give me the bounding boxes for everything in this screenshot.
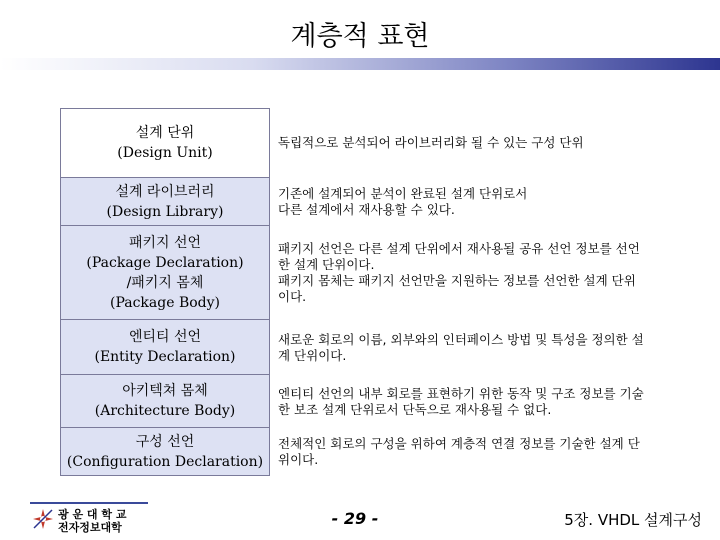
term-cell xyxy=(60,226,270,320)
description-cell xyxy=(270,226,700,320)
table-row xyxy=(60,428,700,476)
description-line: 한 설계 단위이다. xyxy=(278,257,375,272)
description-line: 전체적인 회로의 구성을 위하여 계층적 연결 정보를 기술한 설계 단 xyxy=(278,436,640,451)
description-cell xyxy=(270,375,700,428)
logo-text-line2: 전자정보대학 xyxy=(58,521,122,534)
design-unit-table xyxy=(60,108,700,476)
term-korean: 아키텍쳐 몸체 xyxy=(122,383,208,399)
term-english: (Architecture Body) xyxy=(94,403,236,419)
description-line: 패키지 몸체는 패키지 선언만을 지원하는 정보를 선언한 설계 단위 xyxy=(278,273,636,288)
description-line: 엔티티 선언의 내부 회로를 표현하기 위한 동작 및 구조 정보를 기술 xyxy=(278,385,644,401)
description-line: 한 보조 설계 단위로서 단독으로 재사용될 수 없다. xyxy=(278,401,552,417)
description-line: 새로운 회로의 이름, 외부와의 인터페이스 방법 및 특성을 정의한 설 xyxy=(278,331,644,347)
description-line: 독립적으로 분석되어 라이브러리화 될 수 있는 구성 단위 xyxy=(278,135,584,150)
university-logo xyxy=(30,502,150,536)
term-cell xyxy=(60,375,270,428)
slide-title: 계층적 표현 xyxy=(290,21,430,52)
term-cell xyxy=(60,108,270,178)
term-korean: 설계 라이브러리 xyxy=(115,183,215,200)
term-korean: 구성 선언 xyxy=(135,433,195,450)
description-cell xyxy=(270,320,700,375)
logo-text-line1: 광 운 대 학 교 xyxy=(58,508,127,521)
table-row xyxy=(60,226,700,320)
table-row xyxy=(60,178,700,226)
table-row xyxy=(60,108,700,178)
term-korean: 설계 단위 xyxy=(135,125,195,141)
description-line: 기존에 설계되어 분석이 완료된 설계 단위로서 xyxy=(278,186,528,201)
chapter-label: 5장. VHDL 설계구성 xyxy=(564,511,702,529)
university-logo-icon xyxy=(32,508,54,530)
description-cell xyxy=(270,108,700,178)
page-number: - 29 - xyxy=(331,509,379,528)
title-underline-bar xyxy=(0,58,720,70)
description-cell xyxy=(270,428,700,476)
term-korean: 엔티티 선언 xyxy=(128,329,202,345)
table-row xyxy=(60,320,700,375)
description-line: 이다. xyxy=(278,289,307,304)
description-line: 위이다. xyxy=(278,452,319,467)
term-cell xyxy=(60,178,270,226)
logo-text xyxy=(58,508,126,534)
term-korean: 패키지 선언 xyxy=(128,234,202,251)
term-english: (Entity Declaration) xyxy=(94,349,236,365)
description-line: 다른 설계에서 재사용할 수 있다. xyxy=(278,202,455,217)
term-cell xyxy=(60,428,270,476)
table-row xyxy=(60,375,700,428)
term-korean-secondary: /패키지 몸체 xyxy=(126,274,204,291)
term-cell xyxy=(60,320,270,375)
description-cell xyxy=(270,178,700,226)
term-english: (Configuration Declaration) xyxy=(66,453,264,470)
description-line: 계 단위이다. xyxy=(278,347,347,363)
description-line: 패키지 선언은 다른 설계 단위에서 재사용될 공유 선언 정보를 선언 xyxy=(278,241,640,256)
term-english: (Design Library) xyxy=(106,203,224,220)
term-english: (Package Declaration) xyxy=(86,254,244,271)
term-english-secondary: (Package Body) xyxy=(109,294,221,311)
logo-divider-line xyxy=(30,502,148,504)
term-english: (Design Unit) xyxy=(117,145,213,161)
